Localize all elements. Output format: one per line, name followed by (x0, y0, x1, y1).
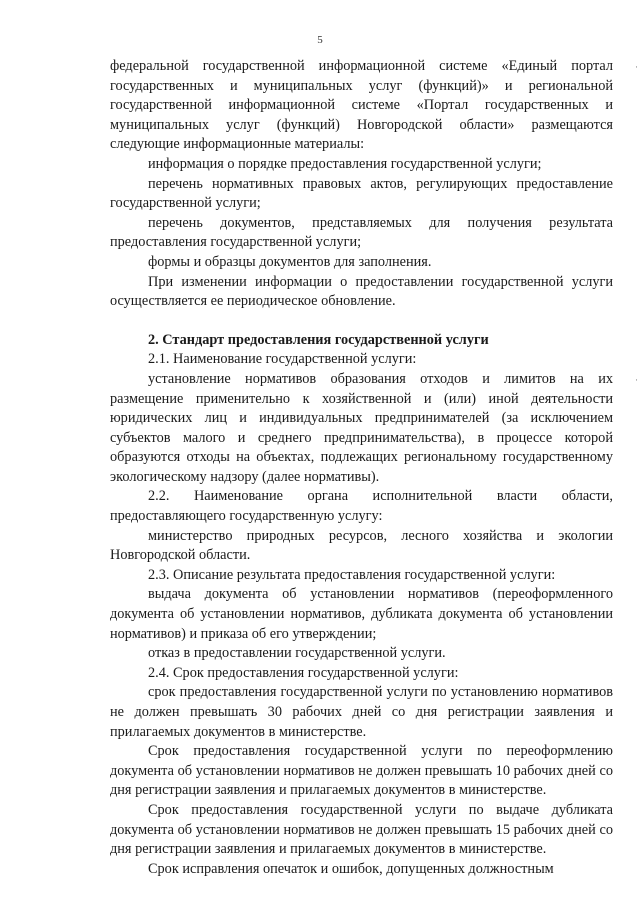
paragraph-p1: федеральной государственной информационной системе «Единый портал государственных и муниципальных услуг (функций)» и региональной государственной информационной системе «Портал государственных и муниципальных услуг (функций) Новгородской области» размещаются следующие информационные материалы: (110, 58, 613, 153)
page-number: 5 (317, 34, 323, 46)
document-body (110, 57, 613, 879)
paragraph-p11: 2.3. Описание результата предоставления государственной услуги: (148, 566, 556, 583)
paragraph-p10: министерство природных ресурсов, лесного хозяйства и экологии Новгородской области. (110, 527, 613, 564)
paragraph-p5: формы и образцы документов для заполнения. (148, 253, 432, 270)
paragraph-p17: Срок предоставления государственной услуги по выдаче дубликата документа об установлении нормативов не должен превышать 15 рабочих дней со дня регистрации заявления и прилагаемых документов в министерстве. (110, 801, 613, 858)
section-heading: 2. Стандарт предоставления государственной услуги (148, 331, 489, 348)
bottom-paragraphs (110, 350, 613, 879)
paragraph-p8: установление нормативов образования отходов и лимитов на их размещение применительно к хозяйственной и (или) иной деятельности юридических лиц и индивидуальных предпринимателей (за исключением субъектов малого и среднего предпринимательства), в процессе которой образуются отходы на объектах, подлежащих региональному государственному экологическому надзору (далее нормативы). (110, 370, 613, 485)
paragraph-p12: выдача документа об установлении нормативов (переоформленного документа об установлении нормативов, дубликата документа об установлении нормативов) и приказа об его утверждении; (110, 586, 613, 642)
paragraph-p9: 2.2. Наименование органа исполнительной власти области, предоставляющего государственную услугу: (110, 488, 613, 525)
paragraph-p3: перечень нормативных правовых актов, регулирующих предоставление государственной услуги; (110, 175, 613, 212)
section-spacer (110, 312, 613, 331)
paragraph-p16: Срок предоставления государственной услуги по переоформлению документа об установлении нормативов не должен превышать 10 рабочих дней со дня регистрации заявления и прилагаемых документов в министерстве. (110, 743, 613, 799)
scan-edge-mark: · (635, 62, 638, 72)
paragraph-p18: Срок исправления опечаток и ошибок, допущенных должностным (148, 860, 554, 877)
scan-edge-mark: · (635, 375, 638, 385)
paragraph-p7: 2.1. Наименование государственной услуги: (148, 351, 417, 368)
paragraph-p6: При изменении информации о предоставлении государственной услуги осуществляется ее периодическое обновление. (110, 273, 613, 310)
top-paragraphs (110, 57, 613, 312)
paragraph-p15: срок предоставления государственной услуги по установлению нормативов не должен превышать 30 рабочих дней со дня регистрации заявления и прилагаемых документов в министерстве. (110, 684, 613, 740)
paragraph-p4: перечень документов, представляемых для получения результата предоставления государственной услуги; (110, 214, 613, 251)
paragraph-p2: информация о порядке предоставления государственной услуги; (148, 155, 542, 172)
paragraph-p13: отказ в предоставлении государственной услуги. (148, 645, 446, 662)
paragraph-p14: 2.4. Срок предоставления государственной услуги: (148, 664, 459, 681)
